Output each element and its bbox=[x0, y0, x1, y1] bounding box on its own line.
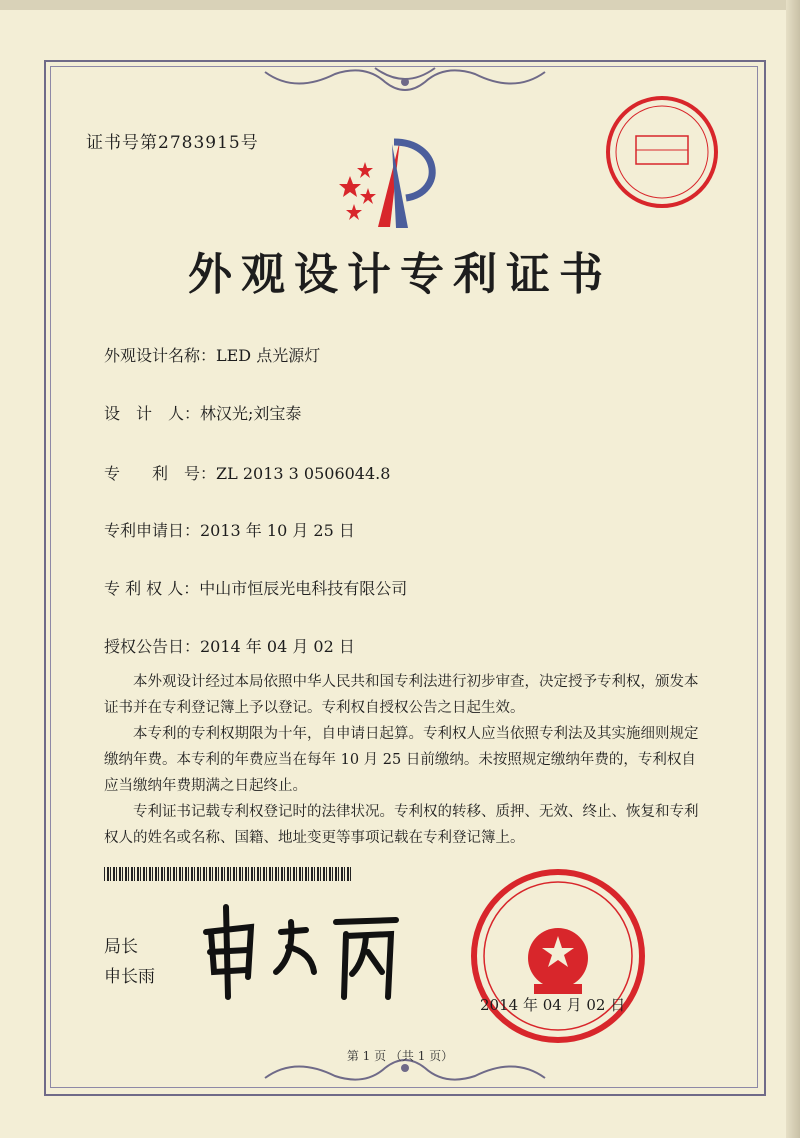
barcode bbox=[104, 867, 352, 881]
body-paragraph-1: 本外观设计经过本局依照中华人民共和国专利法进行初步审查，决定授予专利权，颁发本证书并在专利登记簿上予以登记。专利权自授权公告之日起生效。 bbox=[104, 674, 699, 716]
grant-date-field: 授权公告日：2014 年 04 月 02 日 bbox=[104, 637, 355, 656]
official-seal-icon bbox=[468, 866, 648, 1046]
patentee-field: 专 利 权 人：中山市恒辰光电科技有限公司 bbox=[104, 579, 408, 598]
design-name-field: 外观设计名称：LED 点光源灯 bbox=[104, 346, 321, 365]
director-name: 申长雨 bbox=[104, 967, 155, 987]
body-paragraph-2: 本专利的专利权期限为十年，自申请日起算。专利权人应当依照专利法及其实施细则规定缴纳年费。本专利的年费应当在每年 10 月 25 日前缴纳。未按照规定缴纳年费的，专利权自应当缴纳年费期满之日起终止。 bbox=[104, 726, 699, 794]
handwritten-signature-icon bbox=[196, 902, 406, 1002]
body-paragraph-3: 专利证书记载专利权登记时的法律状况。专利权的转移、质押、无效、终止、恢复和专利权人的姓名或名称、国籍、地址变更等事项记载在专利登记簿上。 bbox=[104, 804, 699, 846]
tax-stamp-icon bbox=[602, 92, 722, 212]
patent-office-logo-icon bbox=[330, 132, 450, 232]
certificate-number: 证书号第2783915号 bbox=[86, 133, 259, 153]
patent-number-field: 专 利 号：ZL 2013 3 0506044.8 bbox=[104, 464, 391, 483]
certificate-title: 外观设计专利证书 bbox=[188, 249, 612, 300]
scan-edge-top bbox=[0, 0, 800, 10]
seal-date: 2014 年 04 月 02 日 bbox=[480, 996, 626, 1014]
director-title: 局长 bbox=[104, 937, 138, 957]
filing-date-field: 专利申请日：2013 年 10 月 25 日 bbox=[104, 521, 355, 540]
designer-field: 设 计 人：林汉光;刘宝泰 bbox=[104, 404, 302, 423]
scan-edge-right bbox=[786, 0, 800, 1138]
top-ornament-icon bbox=[255, 64, 555, 104]
page-number: 第 1 页 （共 1 页） bbox=[346, 1049, 454, 1063]
certificate-body bbox=[104, 669, 704, 851]
